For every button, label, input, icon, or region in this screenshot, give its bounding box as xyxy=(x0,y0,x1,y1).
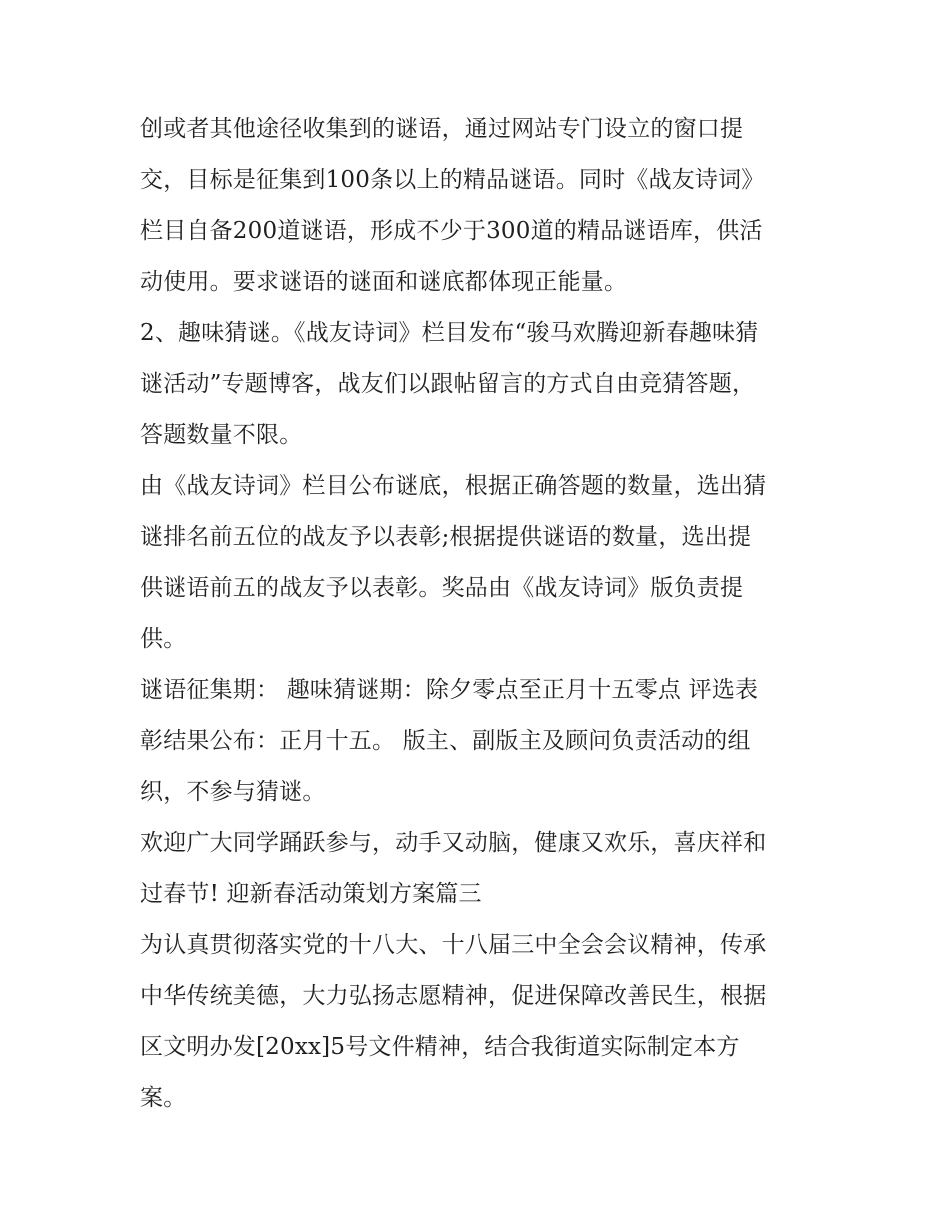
text-line: 供谜语前五的战友予以表彰。奖品由《战友诗词》版负责提 xyxy=(140,575,744,601)
text-line: 为认真贯彻落实党的十八大、十八届三中全会会议精神，传承 xyxy=(140,932,767,958)
text-line: 欢迎广大同学踊跃参与，动手又动脑，健康又欢乐，喜庆祥和 xyxy=(140,830,767,856)
text-line: 栏目自备200道谜语，形成不少于300道的精品谜语库，供活 xyxy=(140,218,763,244)
text-line: 供。 xyxy=(140,626,187,652)
text-line: 答题数量不限。 xyxy=(140,422,303,448)
text-line: 彰结果公布：正月十五。 版主、副版主及顾问负责活动的组 xyxy=(140,728,751,754)
text-line: 交，目标是征集到100条以上的精品谜语。同时《战友诗词》 xyxy=(140,167,765,193)
text-line: 织，不参与猜谜。 xyxy=(140,779,326,805)
text-line: 2、趣味猜谜。《战友诗词》栏目发布“骏马欢腾迎新春趣味猜 xyxy=(140,320,759,346)
text-line: 动使用。要求谜语的谜面和谜底都体现正能量。 xyxy=(140,269,628,295)
text-line: 过春节! 迎新春活动策划方案篇三 xyxy=(140,881,482,907)
text-line: 区文明办发[20xx]5号文件精神，结合我街道实际制定本方 xyxy=(140,1034,740,1060)
text-line: 中华传统美德，大力弘扬志愿精神，促进保障改善民生，根据 xyxy=(140,983,767,1009)
text-line: 创或者其他途径收集到的谜语，通过网站专门设立的窗口提 xyxy=(140,116,744,142)
text-line: 谜排名前五位的战友予以表彰;根据提供谜语的数量，选出提 xyxy=(140,524,752,550)
document-body xyxy=(140,104,820,1124)
text-line: 案。 xyxy=(140,1085,187,1111)
text-line: 谜语征集期： 趣味猜谜期：除夕零点至正月十五零点 评选表 xyxy=(140,677,759,703)
text-line: 谜活动”专题博客，战友们以跟帖留言的方式自由竞猜答题， xyxy=(140,371,756,397)
text-line: 由《战友诗词》栏目公布谜底，根据正确答题的数量，选出猜 xyxy=(140,473,767,499)
